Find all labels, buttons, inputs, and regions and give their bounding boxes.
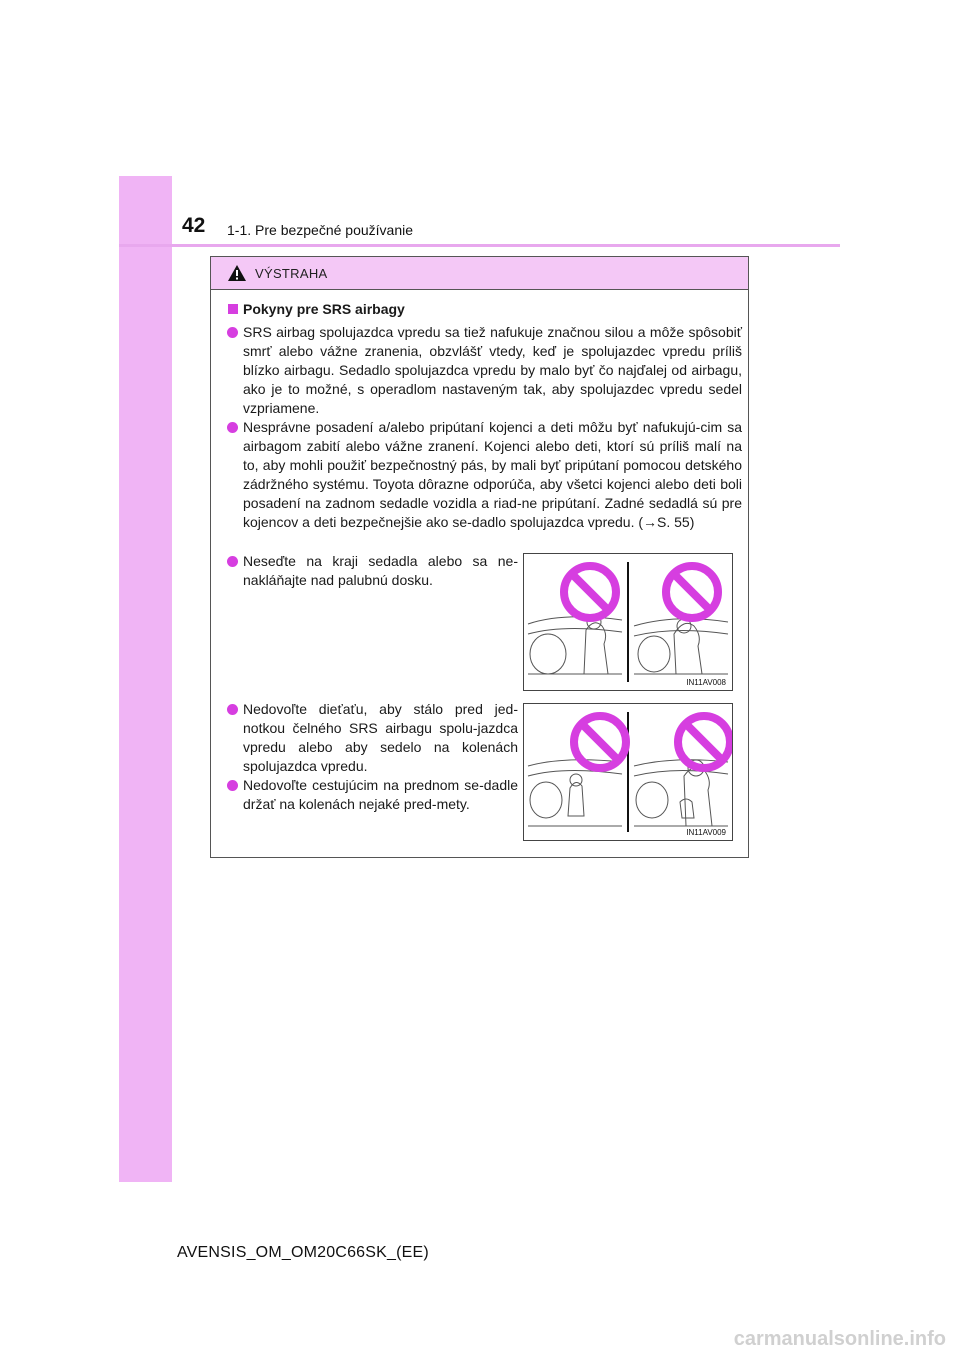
illustration-code: IN11AV009 [686,828,726,837]
illustration-drawing [524,704,732,840]
warning-paragraph-1: SRS airbag spolujazdca vpredu sa tiež nafukuje značnou silou a môže spôsobiť smrť alebo vážne zranenia, obzvlášť vtedy, keď je spolujazdec vpredu príliš blízko airbagu. Sedadlo spolujazdca vpredu by malo byť čo najďalej od airbagu, ako je to možné, s operadlom nastaveným tak, aby spolujazdec vpredu sedel vzpriamene. [243,324,742,416]
bullet-icon [227,327,238,338]
prohibition-icon [564,566,616,618]
warning-paragraph-4: Nedovoľte dieťaťu, aby stálo pred jed-notkou čelného SRS airbagu spolu-jazdca vpredu alebo aby sedelo na kolenách spolujazdca vpredu. [243,701,518,774]
illustration-code: IN11AV008 [686,678,726,687]
watermark: carmanualsonline.info [733,1328,946,1350]
warning-label: VÝSTRAHA [255,265,328,281]
document-code: AVENSIS_OM_OM20C66SK_(EE) [177,1244,429,1261]
page-number: 42 [182,214,206,237]
illustration-drawing [524,554,732,690]
illustration-child-standing-in-front [523,703,733,841]
section-heading [228,301,405,317]
section-title: 1-1. Pre bezpečné používanie [227,222,414,238]
warning-header [211,257,748,290]
bullet-icon [227,704,238,715]
square-bullet-icon [228,304,238,314]
warning-paragraph-5: Nedovoľte cestujúcim na prednom se-dadle držať na kolenách nejaké pred-mety. [243,777,518,812]
side-tab-band [119,176,172,1182]
warning-paragraph-3: Neseďte na kraji sedadla alebo sa ne-nakláňajte nad palubnú dosku. [243,553,518,588]
warning-triangle-icon [227,264,247,282]
illustration-lean-over-dashboard [523,553,733,691]
warning-paragraph-2: Nesprávne posadení a/alebo pripútaní kojenci a deti môžu byť nafukujú-cim sa airbagom zabití alebo vážne zranení. Kojenci alebo deti, ktorí sú príliš malí na to, aby mohli použiť bezpečnostný pás, by mali byť pripútaní pomocou detského zádržného systému. Toyota dôrazne odporúča, aby všetci kojenci alebo deti boli posadení na zadnom sedadle vozidla a riad-ne pripútaní. Zadné sedadlá sú pre kojencov a deti bezpečnejšie ako se-dadlo spolujazdca vpredu. (→S. 55) [243,419,742,530]
bullet-icon [227,780,238,791]
bullet-icon [227,556,238,567]
section-heading-text: Pokyny pre SRS airbagy [243,301,405,317]
bullet-icon [227,422,238,433]
header-rule [119,244,840,247]
